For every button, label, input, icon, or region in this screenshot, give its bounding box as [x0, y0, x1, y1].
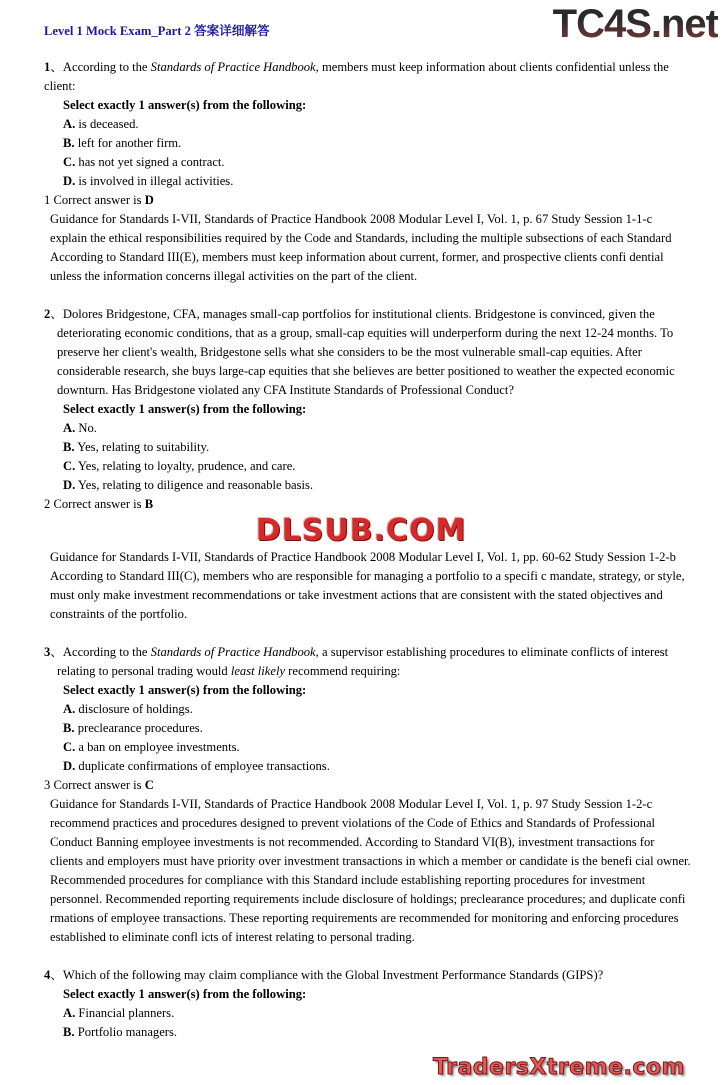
question-stem-line — [0, 77, 724, 96]
option-letter: D. — [63, 174, 76, 188]
explanation-line: unless the information concerns illegal activities on the part of the client. — [50, 269, 418, 283]
option-letter: C. — [63, 740, 76, 754]
explanation-line: Guidance for Standards I-VII, Standards of Practice Handbook 2008 Modular Level I, Vol. 1, pp. 60-62 Study Session 1-2-b — [50, 550, 676, 564]
option-text: preclearance procedures. — [74, 721, 203, 735]
option-text: has not yet signed a contract. — [75, 155, 225, 169]
answer-option — [0, 153, 724, 172]
option-text: is involved in illegal activities. — [75, 174, 234, 188]
answer-option — [0, 172, 724, 191]
option-letter: C. — [63, 459, 76, 473]
explanation-line: recommend practices and procedures designed to prevent violations of the Code of Ethics and Standards of Professional — [50, 816, 656, 830]
question-number: 2 — [44, 307, 51, 321]
explanation-line: According to Standard III(C), members who are responsible for managing a portfolio to a specifi c mandate, strategy, or style, — [50, 569, 685, 583]
explanation-line: explain the ethical responsibilities required by the Code and Standards, including the multiple subsections of each Standard — [50, 231, 672, 245]
question-block — [0, 966, 724, 1042]
stem-text: 、Dolores Bridgestone, CFA, manages small-cap portfolios for institutional clients. Bridgestone is convinced, given the — [50, 307, 655, 321]
option-letter: B. — [63, 440, 75, 454]
stem-text: 、According to the — [50, 60, 151, 74]
question-stem-line — [0, 305, 724, 324]
question-stem-line — [0, 643, 724, 662]
italic-text: Standards of Practice Handbook — [150, 60, 316, 74]
explanation-line: Recommended procedures for compliance with this Standard include establishing reporting procedures for investment — [50, 873, 646, 887]
italic-text: least likely — [230, 664, 286, 678]
question-block — [0, 58, 724, 286]
answer-option — [0, 700, 724, 719]
option-text: Financial planners. — [75, 1006, 175, 1020]
stem-text: preserve her client's wealth, Bridgestone sells what she considers to be the most vulnerable small-cap equities. After — [57, 345, 642, 359]
option-text: disclosure of holdings. — [75, 702, 193, 716]
option-letter: D. — [63, 759, 76, 773]
correct-answer-label: 2 Correct answer is — [44, 497, 145, 511]
stem-text: relating to personal trading would — [57, 664, 231, 678]
explanation-line: Conduct Banning employee investments is not recommended. According to Standard VI(B), investment transactions for — [50, 835, 655, 849]
answer-prompt: Select exactly 1 answer(s) from the following: — [63, 402, 307, 416]
option-text: Yes, relating to loyalty, prudence, and care. — [75, 459, 296, 473]
stem-text: downturn. Has Bridgestone violated any CFA Institute Standards of Professional Conduct? — [57, 383, 514, 397]
italic-text: Standards of Practice Handbook — [150, 645, 316, 659]
correct-answer-value: D — [144, 193, 154, 207]
answer-prompt: Select exactly 1 answer(s) from the following: — [63, 683, 307, 697]
question-number: 4 — [44, 968, 51, 982]
option-letter: B. — [63, 721, 75, 735]
answer-option — [0, 757, 724, 776]
stem-text: recommend requiring: — [285, 664, 401, 678]
answer-option — [0, 115, 724, 134]
answer-option — [0, 476, 724, 495]
correct-answer-line — [0, 495, 724, 514]
stem-text: considerable research, she buys large-cap equities that she believes are better positioned to weather the expected economic — [57, 364, 675, 378]
tc4s-logo: TC4S.net — [552, 2, 718, 46]
question-block — [0, 305, 724, 624]
question-stem-line — [0, 343, 724, 362]
document-title: Level 1 Mock Exam_Part 2 答案详细解答 — [44, 24, 270, 38]
explanation-line: Guidance for Standards I-VII, Standards of Practice Handbook 2008 Modular Level I, Vol. 1, p. 67 Study Session 1-1-c — [50, 212, 653, 226]
option-text: a ban on employee investments. — [75, 740, 240, 754]
explanation-line: personnel. Recommended reporting requirements include disclosure of holdings; preclearance procedures; and duplicate confi — [50, 892, 686, 906]
option-text: left for another firm. — [74, 136, 182, 150]
option-letter: B. — [63, 136, 75, 150]
dlsub-watermark: DLSUB.COM — [222, 514, 500, 548]
explanation-line: constraints of the portfolio. — [50, 607, 188, 621]
stem-text: deteriorating economic conditions, that as a group, small-cap equities will underperform during the next 12-24 months. To — [57, 326, 674, 340]
stem-text: , a supervisor establishing procedures to eliminate conflicts of interest — [315, 645, 669, 659]
answer-option — [0, 134, 724, 153]
question-stem-line — [0, 362, 724, 381]
explanation-line: According to Standard III(E), members must keep information about current, former, and prospective clients confi dential — [50, 250, 664, 264]
explanation-line: rmations of employee transactions. These reporting requirements are recommended for monitoring and enforcing procedures — [50, 911, 679, 925]
option-letter: B. — [63, 1025, 75, 1039]
question-stem-line — [0, 58, 724, 77]
tradersxtreme-watermark: TradersXtreme.com — [433, 1055, 685, 1080]
option-letter: A. — [63, 702, 76, 716]
question-number: 3 — [44, 645, 51, 659]
option-letter: D. — [63, 478, 76, 492]
answer-prompt: Select exactly 1 answer(s) from the following: — [63, 987, 307, 1001]
explanation-line: must only make investment recommendations or take investment actions that are consistent with the stated objectives and — [50, 588, 663, 602]
answer-option — [0, 419, 724, 438]
answer-option — [0, 457, 724, 476]
question-stem-line — [0, 966, 724, 985]
explanation-line: Guidance for Standards I-VII, Standards of Practice Handbook 2008 Modular Level I, Vol. 1, p. 97 Study Session 1-2-c — [50, 797, 653, 811]
answer-option — [0, 1004, 724, 1023]
answer-option — [0, 438, 724, 457]
answer-prompt: Select exactly 1 answer(s) from the following: — [63, 98, 307, 112]
correct-answer-value: B — [144, 497, 154, 511]
option-letter: A. — [63, 421, 76, 435]
correct-answer-value: C — [144, 778, 154, 792]
option-text: is deceased. — [75, 117, 139, 131]
correct-answer-label: 3 Correct answer is — [44, 778, 145, 792]
option-letter: A. — [63, 117, 76, 131]
stem-text: 、Which of the following may claim compliance with the Global Investment Performance Standards (GIPS)? — [50, 968, 604, 982]
option-letter: A. — [63, 1006, 76, 1020]
question-stem-line — [0, 324, 724, 343]
option-text: duplicate confirmations of employee transactions. — [75, 759, 330, 773]
correct-answer-label: 1 Correct answer is — [44, 193, 145, 207]
option-text: Yes, relating to suitability. — [74, 440, 210, 454]
question-number: 1 — [44, 60, 51, 74]
option-text: Yes, relating to diligence and reasonable basis. — [75, 478, 314, 492]
answer-option — [0, 1023, 724, 1042]
option-text: No. — [75, 421, 97, 435]
stem-text: client: — [44, 79, 76, 93]
explanation-line: established to eliminate confl icts of interest relating to personal trading. — [50, 930, 415, 944]
question-stem-line — [0, 662, 724, 681]
question-stem-line — [0, 381, 724, 400]
answer-option — [0, 738, 724, 757]
stem-text: , members must keep information about clients confidential unless the — [315, 60, 669, 74]
question-block — [0, 643, 724, 947]
option-letter: C. — [63, 155, 76, 169]
document-body — [0, 58, 724, 1085]
option-text: Portfolio managers. — [74, 1025, 178, 1039]
correct-answer-line — [0, 191, 724, 210]
answer-option — [0, 719, 724, 738]
explanation-line: clients and employers must have priority over investment transactions in which a member or candidate is the benefi cial owner. — [50, 854, 691, 868]
correct-answer-line — [0, 776, 724, 795]
stem-text: 、According to the — [50, 645, 151, 659]
